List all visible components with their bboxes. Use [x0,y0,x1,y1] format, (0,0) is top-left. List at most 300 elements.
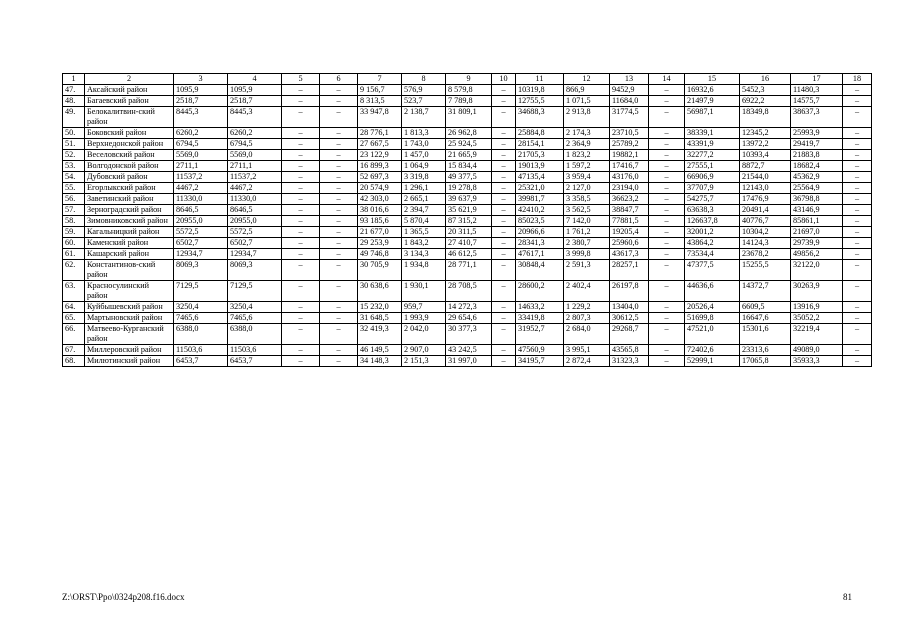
col-13-cell: 11684,0 [610,96,649,107]
col-15-cell: 47377,5 [685,260,740,281]
col-9-cell: 49 377,5 [446,172,492,183]
col-5-cell: – [282,260,320,281]
col-14-cell: – [649,281,685,302]
col-8-cell: 2 665,1 [402,194,446,205]
row-number-cell: 68. [63,356,85,367]
col-17-cell: 38637,3 [791,107,843,128]
col-11-cell: 34195,7 [516,356,564,367]
col-8-cell: 2 042,0 [402,324,446,345]
col-18-cell: – [843,324,872,345]
col-9-cell: 30 377,3 [446,324,492,345]
col-4-cell: 20955,0 [228,216,282,227]
col-3-cell: 11330,0 [174,194,228,205]
col-3-cell: 12934,7 [174,249,228,260]
col-15-cell: 21497,9 [685,96,740,107]
col-3-cell: 6453,7 [174,356,228,367]
col-8-cell: 1 843,2 [402,238,446,249]
column-number-header: 1 [63,74,85,85]
table-row [63,302,872,313]
col-17-cell: 43146,9 [791,205,843,216]
col-10-cell: – [492,238,516,249]
col-18-cell: – [843,260,872,281]
col-4-cell: 1095,9 [228,85,282,96]
col-18-cell: – [843,161,872,172]
col-18-cell: – [843,139,872,150]
col-7-cell: 38 016,6 [358,205,402,216]
col-18-cell: – [843,345,872,356]
col-9-cell: 21 665,9 [446,150,492,161]
col-6-cell: – [320,172,358,183]
col-15-cell: 66906,9 [685,172,740,183]
col-4-cell: 5569,0 [228,150,282,161]
table-row [63,281,872,302]
col-17-cell: 35933,3 [791,356,843,367]
col-12-cell: 3 959,4 [564,172,610,183]
col-6-cell: – [320,227,358,238]
district-name-cell: Мартыновский район [85,313,174,324]
district-name-cell: Зимовниковский район [85,216,174,227]
col-14-cell: – [649,194,685,205]
col-11-cell: 20966,6 [516,227,564,238]
row-number-cell: 63. [63,281,85,302]
col-16-cell: 16647,6 [740,313,791,324]
col-12-cell: 2 364,9 [564,139,610,150]
table-row [63,249,872,260]
col-16-cell: 6609,5 [740,302,791,313]
col-9-cell: 28 771,1 [446,260,492,281]
row-number-cell: 50. [63,128,85,139]
col-3-cell: 1095,9 [174,85,228,96]
col-16-cell: 15255,5 [740,260,791,281]
col-9-cell: 28 708,5 [446,281,492,302]
row-number-cell: 54. [63,172,85,183]
col-17-cell: 45362,9 [791,172,843,183]
col-17-cell: 21697,0 [791,227,843,238]
col-16-cell: 13972,2 [740,139,791,150]
row-number-cell: 61. [63,249,85,260]
col-18-cell: – [843,249,872,260]
page-number: 81 [843,592,852,602]
col-8-cell: 1 064,9 [402,161,446,172]
col-7-cell: 9 156,7 [358,85,402,96]
row-number-cell: 58. [63,216,85,227]
col-16-cell: 12345,2 [740,128,791,139]
col-14-cell: – [649,345,685,356]
district-name-cell: Матвеево-Курганский район [85,324,174,345]
col-18-cell: – [843,183,872,194]
col-5-cell: – [282,227,320,238]
col-15-cell: 16932,6 [685,85,740,96]
col-18-cell: – [843,302,872,313]
row-number-cell: 47. [63,85,85,96]
col-3-cell: 4467,2 [174,183,228,194]
col-4-cell: 11537,2 [228,172,282,183]
col-10-cell: – [492,205,516,216]
table-row [63,205,872,216]
district-name-cell: Константинов-ский район [85,260,174,281]
col-13-cell: 29268,7 [610,324,649,345]
col-17-cell: 29419,7 [791,139,843,150]
col-8-cell: 959,7 [402,302,446,313]
col-17-cell: 11480,3 [791,85,843,96]
col-17-cell: 30263,9 [791,281,843,302]
col-12-cell: 2 127,0 [564,183,610,194]
table-row [63,227,872,238]
col-4-cell: 5572,5 [228,227,282,238]
col-14-cell: – [649,302,685,313]
col-12-cell: 2 807,3 [564,313,610,324]
col-17-cell: 85861,1 [791,216,843,227]
col-7-cell: 8 313,5 [358,96,402,107]
col-17-cell: 49089,0 [791,345,843,356]
col-16-cell: 5452,3 [740,85,791,96]
col-3-cell: 5572,5 [174,227,228,238]
district-name-cell: Каменский район [85,238,174,249]
district-name-cell: Милютинский район [85,356,174,367]
col-15-cell: 20526,4 [685,302,740,313]
col-8-cell: 576,9 [402,85,446,96]
district-name-cell: Верхнедонской район [85,139,174,150]
col-7-cell: 29 253,9 [358,238,402,249]
col-12-cell: 3 562,5 [564,205,610,216]
col-4-cell: 8445,3 [228,107,282,128]
col-15-cell: 32001,2 [685,227,740,238]
column-number-header: 10 [492,74,516,85]
col-18-cell: – [843,216,872,227]
col-6-cell: – [320,96,358,107]
column-number-header: 16 [740,74,791,85]
col-5-cell: – [282,324,320,345]
col-15-cell: 63638,3 [685,205,740,216]
col-6-cell: – [320,260,358,281]
col-8-cell: 1 743,0 [402,139,446,150]
col-4-cell: 7129,5 [228,281,282,302]
table-row [63,313,872,324]
col-4-cell: 6502,7 [228,238,282,249]
col-12-cell: 2 684,0 [564,324,610,345]
col-16-cell: 23313,6 [740,345,791,356]
col-16-cell: 8872,7 [740,161,791,172]
col-18-cell: – [843,172,872,183]
col-14-cell: – [649,161,685,172]
col-4-cell: 8069,3 [228,260,282,281]
col-7-cell: 42 303,0 [358,194,402,205]
col-18-cell: – [843,85,872,96]
col-13-cell: 13404,0 [610,302,649,313]
col-12-cell: 7 142,0 [564,216,610,227]
col-9-cell: 43 242,5 [446,345,492,356]
district-name-cell: Куйбышевский район [85,302,174,313]
col-14-cell: – [649,172,685,183]
col-10-cell: – [492,324,516,345]
col-13-cell: 43176,0 [610,172,649,183]
col-6-cell: – [320,150,358,161]
col-13-cell: 43617,3 [610,249,649,260]
column-number-header: 18 [843,74,872,85]
col-9-cell: 26 962,8 [446,128,492,139]
col-12-cell: 1 071,5 [564,96,610,107]
district-name-cell: Багаевский район [85,96,174,107]
column-number-header: 7 [358,74,402,85]
row-number-cell: 64. [63,302,85,313]
col-14-cell: – [649,150,685,161]
col-16-cell: 14372,7 [740,281,791,302]
col-5-cell: – [282,313,320,324]
col-4-cell: 2711,1 [228,161,282,172]
col-4-cell: 12934,7 [228,249,282,260]
col-10-cell: – [492,139,516,150]
col-11-cell: 28600,2 [516,281,564,302]
col-17-cell: 25993,9 [791,128,843,139]
table-row [63,139,872,150]
col-9-cell: 87 315,2 [446,216,492,227]
col-15-cell: 27555,1 [685,161,740,172]
col-15-cell: 44636,6 [685,281,740,302]
col-10-cell: – [492,96,516,107]
table-row [63,107,872,128]
col-8-cell: 5 870,4 [402,216,446,227]
col-5-cell: – [282,281,320,302]
file-path-footer: Z:\ORST\Ppo\0324p208.f16.docx [62,592,185,602]
row-number-cell: 48. [63,96,85,107]
col-14-cell: – [649,238,685,249]
col-16-cell: 40776,7 [740,216,791,227]
table-row [63,324,872,345]
col-14-cell: – [649,227,685,238]
col-14-cell: – [649,313,685,324]
col-6-cell: – [320,216,358,227]
col-14-cell: – [649,107,685,128]
col-3-cell: 7129,5 [174,281,228,302]
col-5-cell: – [282,139,320,150]
col-3-cell: 20955,0 [174,216,228,227]
col-5-cell: – [282,249,320,260]
col-14-cell: – [649,356,685,367]
col-12-cell: 2 591,3 [564,260,610,281]
row-number-cell: 56. [63,194,85,205]
column-number-header: 5 [282,74,320,85]
col-9-cell: 20 311,5 [446,227,492,238]
col-7-cell: 30 638,6 [358,281,402,302]
col-15-cell: 56987,1 [685,107,740,128]
col-13-cell: 25789,2 [610,139,649,150]
column-number-header: 13 [610,74,649,85]
col-11-cell: 14633,2 [516,302,564,313]
col-14-cell: – [649,139,685,150]
col-10-cell: – [492,281,516,302]
col-10-cell: – [492,216,516,227]
row-number-cell: 52. [63,150,85,161]
col-5-cell: – [282,172,320,183]
col-18-cell: – [843,227,872,238]
col-6-cell: – [320,85,358,96]
col-13-cell: 77881,5 [610,216,649,227]
col-5-cell: – [282,183,320,194]
district-name-cell: Дубовский район [85,172,174,183]
col-9-cell: 29 654,6 [446,313,492,324]
col-14-cell: – [649,260,685,281]
col-6-cell: – [320,183,358,194]
col-16-cell: 18349,8 [740,107,791,128]
col-5-cell: – [282,161,320,172]
col-18-cell: – [843,107,872,128]
col-17-cell: 14575,7 [791,96,843,107]
col-11-cell: 34688,3 [516,107,564,128]
col-10-cell: – [492,107,516,128]
col-5-cell: – [282,345,320,356]
column-number-header: 3 [174,74,228,85]
table-row [63,172,872,183]
col-11-cell: 85023,5 [516,216,564,227]
col-9-cell: 31 997,0 [446,356,492,367]
col-8-cell: 3 319,8 [402,172,446,183]
col-10-cell: – [492,150,516,161]
col-5-cell: – [282,302,320,313]
col-8-cell: 1 296,1 [402,183,446,194]
col-11-cell: 28154,1 [516,139,564,150]
col-11-cell: 47560,9 [516,345,564,356]
col-4-cell: 6794,5 [228,139,282,150]
table-row [63,96,872,107]
col-16-cell: 23678,2 [740,249,791,260]
col-8-cell: 1 993,9 [402,313,446,324]
col-17-cell: 21883,8 [791,150,843,161]
col-14-cell: – [649,324,685,345]
column-number-header: 14 [649,74,685,85]
col-15-cell: 32277,2 [685,150,740,161]
col-9-cell: 15 834,4 [446,161,492,172]
col-18-cell: – [843,281,872,302]
col-5-cell: – [282,107,320,128]
col-15-cell: 38339,1 [685,128,740,139]
col-5-cell: – [282,238,320,249]
row-number-cell: 60. [63,238,85,249]
col-15-cell: 73534,4 [685,249,740,260]
column-number-header: 4 [228,74,282,85]
col-11-cell: 33419,8 [516,313,564,324]
col-13-cell: 17416,7 [610,161,649,172]
table-row [63,150,872,161]
budget-table [62,73,872,367]
col-11-cell: 12755,5 [516,96,564,107]
col-3-cell: 6502,7 [174,238,228,249]
col-13-cell: 31323,3 [610,356,649,367]
col-8-cell: 1 930,1 [402,281,446,302]
col-17-cell: 29739,9 [791,238,843,249]
col-4-cell: 7465,6 [228,313,282,324]
col-7-cell: 30 705,9 [358,260,402,281]
col-5-cell: – [282,150,320,161]
col-12-cell: 3 358,5 [564,194,610,205]
col-18-cell: – [843,205,872,216]
col-7-cell: 34 148,3 [358,356,402,367]
col-4-cell: 6453,7 [228,356,282,367]
col-9-cell: 31 809,1 [446,107,492,128]
col-10-cell: – [492,356,516,367]
col-11-cell: 39981,7 [516,194,564,205]
col-17-cell: 13916,9 [791,302,843,313]
col-3-cell: 7465,6 [174,313,228,324]
col-12-cell: 2 402,4 [564,281,610,302]
col-15-cell: 43864,2 [685,238,740,249]
col-12-cell: 1 597,2 [564,161,610,172]
col-12-cell: 3 995,1 [564,345,610,356]
col-9-cell: 46 612,5 [446,249,492,260]
col-10-cell: – [492,260,516,281]
col-5-cell: – [282,85,320,96]
column-number-header: 2 [85,74,174,85]
column-number-header: 15 [685,74,740,85]
col-15-cell: 52999,1 [685,356,740,367]
col-7-cell: 15 232,0 [358,302,402,313]
col-11-cell: 31952,7 [516,324,564,345]
district-name-cell: Веселовский район [85,150,174,161]
col-4-cell: 6388,0 [228,324,282,345]
column-number-header: 9 [446,74,492,85]
col-18-cell: – [843,128,872,139]
col-13-cell: 23194,0 [610,183,649,194]
table-row [63,345,872,356]
col-11-cell: 42410,2 [516,205,564,216]
col-14-cell: – [649,128,685,139]
col-8-cell: 1 934,8 [402,260,446,281]
col-17-cell: 49856,2 [791,249,843,260]
table-row [63,216,872,227]
col-3-cell: 11537,2 [174,172,228,183]
row-number-cell: 67. [63,345,85,356]
col-4-cell: 11503,6 [228,345,282,356]
column-number-header: 17 [791,74,843,85]
col-13-cell: 23710,5 [610,128,649,139]
col-6-cell: – [320,139,358,150]
col-9-cell: 25 924,5 [446,139,492,150]
col-10-cell: – [492,85,516,96]
col-3-cell: 2518,7 [174,96,228,107]
col-6-cell: – [320,249,358,260]
col-10-cell: – [492,172,516,183]
col-5-cell: – [282,356,320,367]
col-6-cell: – [320,107,358,128]
col-15-cell: 51699,8 [685,313,740,324]
table-row [63,260,872,281]
col-6-cell: – [320,345,358,356]
col-18-cell: – [843,356,872,367]
row-number-cell: 66. [63,324,85,345]
district-name-cell: Зерноградский район [85,205,174,216]
col-7-cell: 16 899,3 [358,161,402,172]
col-11-cell: 47135,4 [516,172,564,183]
col-18-cell: – [843,96,872,107]
col-7-cell: 21 677,0 [358,227,402,238]
col-11-cell: 28341,3 [516,238,564,249]
col-5-cell: – [282,216,320,227]
col-16-cell: 6922,2 [740,96,791,107]
column-number-row [63,74,872,85]
col-13-cell: 31774,5 [610,107,649,128]
col-12-cell: 3 999,8 [564,249,610,260]
col-7-cell: 20 574,9 [358,183,402,194]
col-10-cell: – [492,194,516,205]
col-8-cell: 2 394,7 [402,205,446,216]
col-10-cell: – [492,128,516,139]
col-3-cell: 8646,5 [174,205,228,216]
table-row [63,183,872,194]
col-12-cell: 2 913,8 [564,107,610,128]
col-17-cell: 18682,4 [791,161,843,172]
col-8-cell: 523,7 [402,96,446,107]
col-4-cell: 3250,4 [228,302,282,313]
col-16-cell: 17476,9 [740,194,791,205]
